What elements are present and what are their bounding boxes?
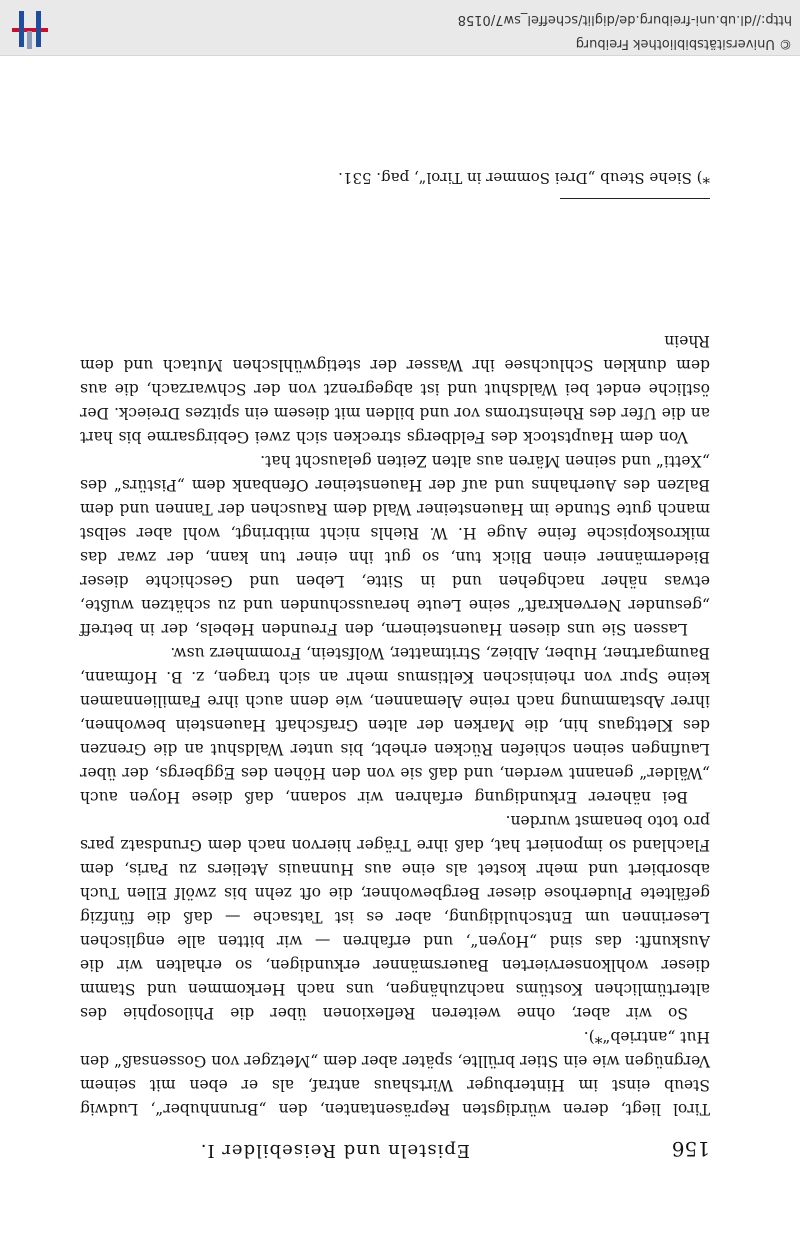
document-url-link[interactable]: http://dl.ub.uni-freiburg.de/diglit/scheffel_sw7/0158 xyxy=(457,12,792,27)
paragraph: Tirol liegt, deren würdigsten Repräsentanten, den „Brunnhuber“, Ludwig Steub einst im Hinterbuger Wirtshaus antraf, als er eben mit seinem Vergnügen wie ein Stier brüllte, später aber dem „Metzger von Gossensaß“ den Hut „antrieb“*). xyxy=(80,1028,710,1118)
page-header xyxy=(90,1135,710,1161)
body-text xyxy=(80,329,710,1121)
paragraph: Bei näherer Erkundigung erfahren wir sodann, daß diese Hoyen auch „Wälder“ genannt werden, und daß sie von den Höhen des Eggbergs, der über Laufingen seinen schiefen Rücken erhebt, bis unter Waldshut an die Grenzen des Klettgaus hin, die Marken der alten Grafschaft Hauenstein bewohnen, ihrer Abstammung nach reine Alemannen, wie denn auch ihre Familiennamen keine Spur von rheinischen Keltismus mehr an sich tragen, z. B. Hofmann, Baumgartner, Huber, Albiez, Stritmatter, Wolfstein, Frommherz usw. xyxy=(80,644,710,806)
footnote-rule xyxy=(560,198,710,199)
library-credit: © Universitätsbibliothek Freiburg xyxy=(575,36,792,51)
running-title: Episteln und Reisebilder I. xyxy=(199,1140,470,1161)
paragraph: Lassen Sie uns diesen Hauensteinern, den Freunden Hebels, der in betreff „gesunder Nervenkraft“ seine Leute herausschunden und zu schätzen wußte, etwas näher nachgehen und in Sitte, Leben und Geschichte dieser Biedermänner einen Blick tun, so gut ihn einer tun kann, der zwar das mikroskopische feine Auge H. W. Riehls nicht mitbringt, wohl aber selbst manch gute Stunde im Hauensteiner Wald dem Rauschen der Tannen und dem Balzen des Auerhahns und auf der Hauensteiner Ofenbank dem „Pistürs“ des „Xetti“ und seinen Mären aus alten Zeiten gelauscht hat. xyxy=(80,452,710,638)
paragraph: So wir aber, ohne weiteren Reflexionen über die Philosophie des altertümlichen Kostüms nachzuhängen, uns nach Herkommen und Stamm dieser wohlkonservierten Bauersmänner erkundigen, so erhalten wir die Auskunft: das sind „Hoyen“, und erfahren — wir bitten alle englischen Leserinnen um Entschuldigung, aber es ist Tatsache — daß die fünfzig gefältete Pluderhose dieser Bergbewohner, die oft zehn bis zwölf Ellen Tuch absorbiert und mehr kostet als eine aus Hunnauis Ateliers zu Paris, dem Flachland so imponiert hat, daß ihre Träger hiervon nach dem Grundsatz pars pro toto benamst wurden. xyxy=(80,812,710,1022)
footnote: *) Siehe Steub „Drei Sommer in Tirol“, pag. 531. xyxy=(338,169,710,187)
ub-freiburg-logo-icon[interactable] xyxy=(12,9,48,49)
paragraph: Von dem Hauptstock des Feldbergs strecken sich zwei Gebirgsarme bis hart an die Ufer des Rheinstroms vor und bilden mit diesem ein spitzes Dreieck. Der östliche endet bei Waldshut und ist abgegrenzt von der Schwarzach, die aus dem dunklen Schluchsee ihr Wasser der stetigwühlschen Mutach und dem Rhein xyxy=(80,332,710,446)
viewer-info-bar xyxy=(0,0,800,56)
page-number: 156 xyxy=(671,1137,710,1161)
